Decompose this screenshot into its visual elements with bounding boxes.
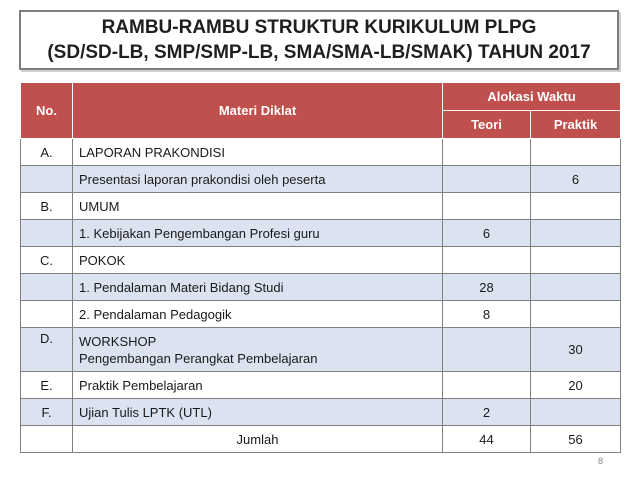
row-materi: Presentasi laporan prakondisi oleh peserta bbox=[73, 166, 443, 193]
row-no bbox=[21, 301, 73, 328]
row-teori bbox=[443, 139, 531, 166]
row-materi: UMUM bbox=[73, 193, 443, 220]
row-teori: 28 bbox=[443, 274, 531, 301]
row-materi: Praktik Pembelajaran bbox=[73, 372, 443, 399]
table-row bbox=[21, 220, 621, 247]
total-label: Jumlah bbox=[73, 426, 443, 453]
row-materi: 2. Pendalaman Pedagogik bbox=[73, 301, 443, 328]
row-no: D. bbox=[21, 328, 73, 372]
header-alokasi: Alokasi Waktu bbox=[443, 83, 621, 111]
row-no: A. bbox=[21, 139, 73, 166]
total-row bbox=[21, 426, 621, 453]
row-teori bbox=[443, 328, 531, 372]
row-praktik bbox=[531, 193, 621, 220]
row-materi: 1. Kebijakan Pengembangan Profesi guru bbox=[73, 220, 443, 247]
row-teori bbox=[443, 193, 531, 220]
row-praktik: 6 bbox=[531, 166, 621, 193]
table-row bbox=[21, 247, 621, 274]
row-materi bbox=[73, 328, 443, 372]
table-row bbox=[21, 399, 621, 426]
page-number: 8 bbox=[597, 456, 603, 466]
row-no: B. bbox=[21, 193, 73, 220]
header-teori: Teori bbox=[443, 111, 531, 139]
total-praktik: 56 bbox=[531, 426, 621, 453]
header-no: No. bbox=[21, 83, 73, 139]
table-row bbox=[21, 166, 621, 193]
row-praktik: 30 bbox=[531, 328, 621, 372]
table-row bbox=[21, 328, 621, 372]
row-praktik bbox=[531, 220, 621, 247]
title-line-2: (SD/SD-LB, SMP/SMP-LB, SMA/SMA-LB/SMAK) TAHUN 2017 bbox=[47, 42, 591, 63]
row-materi: 1. Pendalaman Materi Bidang Studi bbox=[73, 274, 443, 301]
row-materi: POKOK bbox=[73, 247, 443, 274]
table-row bbox=[21, 372, 621, 399]
row-no bbox=[21, 274, 73, 301]
curriculum-table bbox=[20, 82, 621, 453]
row-teori: 6 bbox=[443, 220, 531, 247]
row-praktik bbox=[531, 139, 621, 166]
row-praktik bbox=[531, 247, 621, 274]
row-no: F. bbox=[21, 399, 73, 426]
row-materi: Ujian Tulis LPTK (UTL) bbox=[73, 399, 443, 426]
row-no: E. bbox=[21, 372, 73, 399]
table-row bbox=[21, 301, 621, 328]
row-no: C. bbox=[21, 247, 73, 274]
table-row bbox=[21, 193, 621, 220]
slide-title-box bbox=[19, 10, 619, 70]
row-no bbox=[21, 166, 73, 193]
row-praktik bbox=[531, 274, 621, 301]
row-teori bbox=[443, 247, 531, 274]
row-no bbox=[21, 220, 73, 247]
row-materi-line-2: Pengembangan Perangkat Pembelajaran bbox=[79, 350, 318, 366]
row-teori bbox=[443, 372, 531, 399]
row-praktik bbox=[531, 301, 621, 328]
header-materi: Materi Diklat bbox=[73, 83, 443, 139]
row-teori: 8 bbox=[443, 301, 531, 328]
row-teori bbox=[443, 166, 531, 193]
total-teori: 44 bbox=[443, 426, 531, 453]
row-praktik bbox=[531, 399, 621, 426]
total-no bbox=[21, 426, 73, 453]
table-row bbox=[21, 139, 621, 166]
row-materi: LAPORAN PRAKONDISI bbox=[73, 139, 443, 166]
row-praktik: 20 bbox=[531, 372, 621, 399]
title-line-1: RAMBU-RAMBU STRUKTUR KURIKULUM PLPG bbox=[101, 17, 537, 38]
table-row bbox=[21, 274, 621, 301]
header-praktik: Praktik bbox=[531, 111, 621, 139]
row-materi-line-1: WORKSHOP bbox=[79, 333, 157, 349]
row-teori: 2 bbox=[443, 399, 531, 426]
